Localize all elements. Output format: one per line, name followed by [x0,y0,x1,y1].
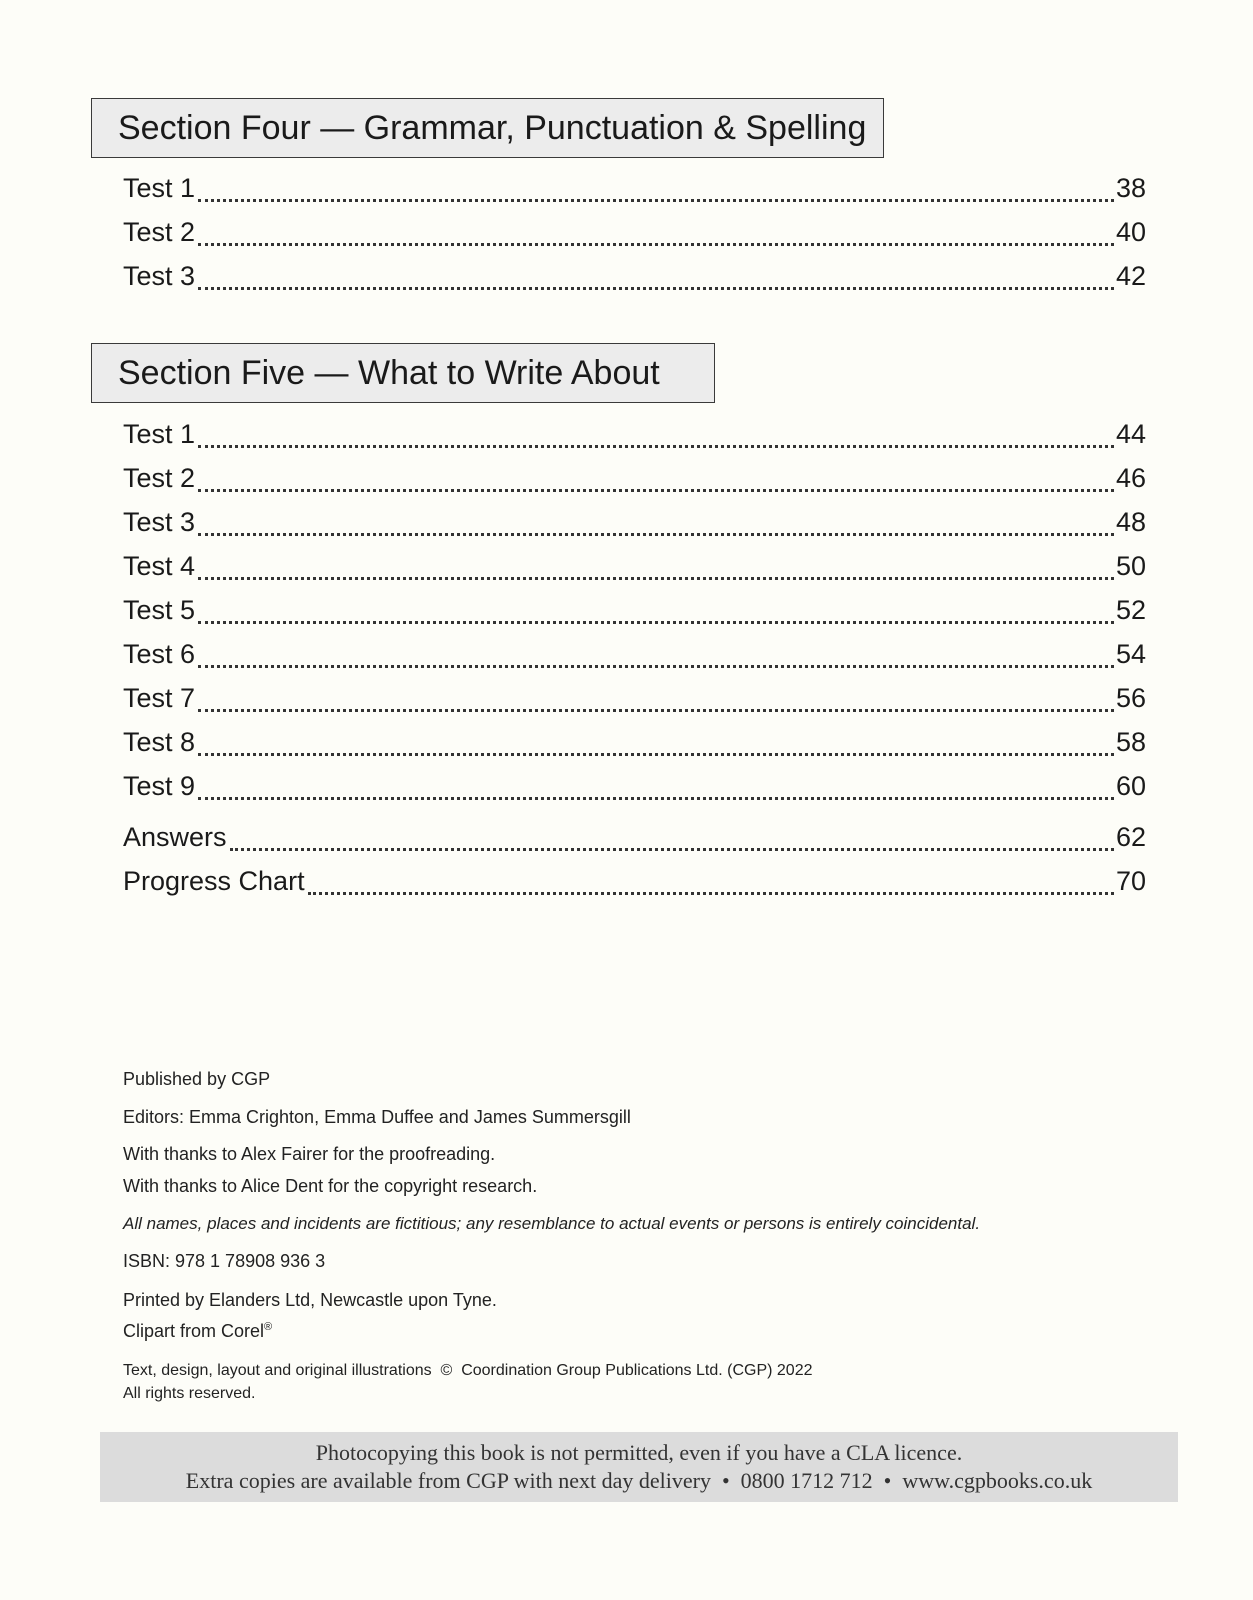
toc-entry-answers[interactable] [123,817,1146,857]
section-five-heading [91,343,715,403]
thanks-proofreading: With thanks to Alex Fairer for the proofreading. [123,1144,496,1164]
toc-entry-page: 58 [1115,727,1146,757]
editors: Editors: Emma Crighton, Emma Duffee and James Summersgill [123,1107,631,1127]
toc-entry-page: 54 [1115,639,1146,669]
toc-entry-label: Test 9 [123,771,196,801]
toc-entry-label: Test 1 [123,419,196,449]
toc-entry-page: 56 [1115,683,1146,713]
toc-entry[interactable] [123,414,1146,454]
dot-leader [198,422,1114,448]
rights-reserved: All rights reserved. [123,1385,256,1402]
toc-entry-page: 50 [1115,551,1146,581]
toc-entry-label: Test 8 [123,727,196,757]
section-five-title: Section Five — What to Write About [118,353,660,392]
toc-entry[interactable] [123,590,1146,630]
registered-mark: ® [264,1321,273,1333]
section-four-title: Section Four — Grammar, Punctuation & Spelling [118,108,867,147]
dot-leader [198,598,1114,624]
clipart-credit [123,1321,272,1342]
footer-line-1: Photocopying this book is not permitted, even if you have a CLA licence. [315,1440,963,1465]
toc-entry-label: Test 1 [123,173,196,203]
toc-entry-page: 44 [1115,419,1146,449]
dot-leader [198,730,1114,756]
disclaimer: All names, places and incidents are fictitious; any resemblance to actual events or persons is entirely coincidental. [123,1214,981,1233]
toc-entry-page: 48 [1115,507,1146,537]
dot-leader [308,869,1114,895]
toc-entry[interactable] [123,766,1146,806]
dot-leader [198,774,1114,800]
dot-leader [198,264,1114,290]
toc-entry[interactable] [123,502,1146,542]
toc-entry[interactable] [123,678,1146,718]
dot-leader [198,686,1114,712]
dot-leader [198,176,1114,202]
toc-entry-label: Test 4 [123,551,196,581]
toc-entry-label: Test 2 [123,217,196,247]
toc-entry-page: 62 [1115,822,1146,852]
toc-entry-label: Test 6 [123,639,196,669]
footer-line-2: Extra copies are available from CGP with next day delivery • 0800 1712 712 • www.cgpbooks.co.uk [185,1468,1093,1493]
toc-entry[interactable] [123,546,1146,586]
toc-entry[interactable] [123,168,1146,208]
toc-entry-page: 52 [1115,595,1146,625]
dot-leader [198,510,1114,536]
toc-entry-page: 70 [1115,866,1146,896]
toc-entry-label: Test 7 [123,683,196,713]
clipart-text: Clipart from Corel [123,1321,265,1341]
toc-entry[interactable] [123,458,1146,498]
dot-leader [198,642,1114,668]
toc-entry[interactable] [123,256,1146,296]
toc-entry-page: 42 [1115,261,1146,291]
isbn: ISBN: 978 1 78908 936 3 [123,1251,326,1271]
toc-entry-page: 38 [1115,173,1146,203]
toc-entry[interactable] [123,722,1146,762]
toc-entry-label: Progress Chart [123,866,305,896]
thanks-copyright: With thanks to Alice Dent for the copyright research. [123,1176,538,1196]
dot-leader [230,825,1114,851]
section-four-heading [91,98,884,158]
toc-entry-label: Test 2 [123,463,196,493]
toc-entry[interactable] [123,212,1146,252]
dot-leader [198,466,1114,492]
toc-entry-page: 40 [1115,217,1146,247]
copyright-notice: Text, design, layout and original illustrations © Coordination Group Publications Ltd. (CGP) 2022 [123,1362,813,1379]
published-by: Published by CGP [123,1069,271,1089]
toc-entry-page: 60 [1115,771,1146,801]
printed-by: Printed by Elanders Ltd, Newcastle upon Tyne. [123,1290,497,1310]
toc-entry-label: Answers [123,822,227,852]
footer-notice [100,1432,1178,1502]
dot-leader [198,554,1114,580]
toc-entry-label: Test 5 [123,595,196,625]
toc-entry-progress-chart[interactable] [123,861,1146,901]
toc-entry-label: Test 3 [123,261,196,291]
toc-entry-page: 46 [1115,463,1146,493]
toc-entry-label: Test 3 [123,507,196,537]
dot-leader [198,220,1114,246]
toc-entry[interactable] [123,634,1146,674]
